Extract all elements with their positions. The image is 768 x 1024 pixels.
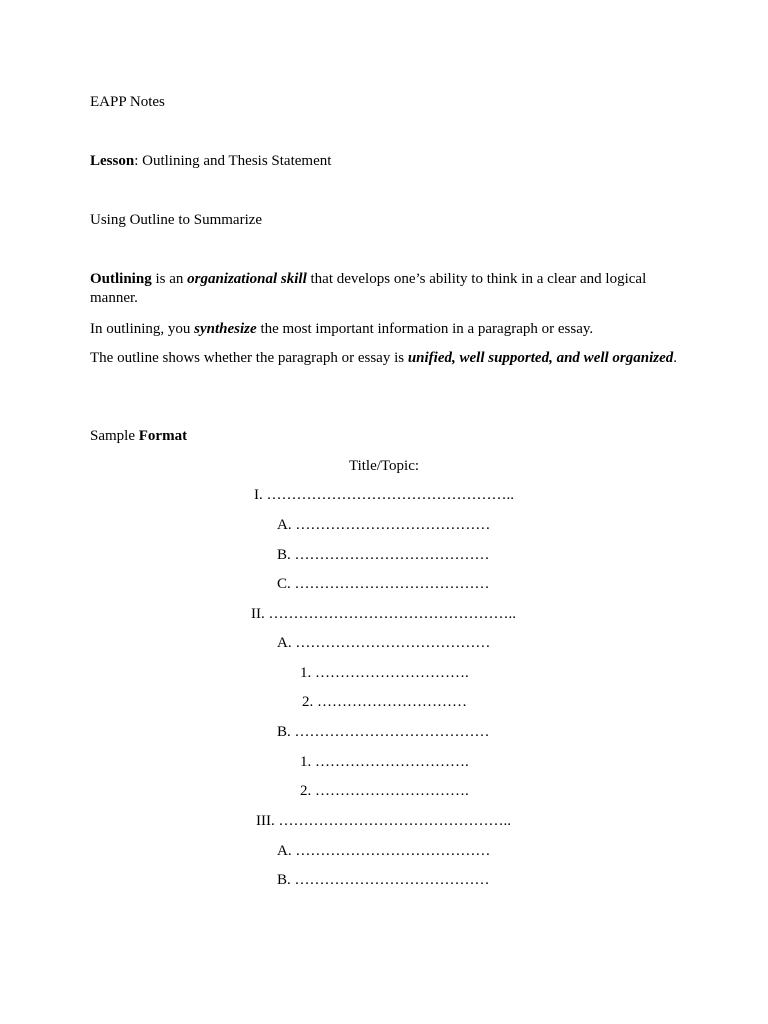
outline-item: 2. ………………………… bbox=[302, 694, 467, 710]
outline-item: III. ……………………………………….. bbox=[256, 813, 511, 829]
outline-item: 1. …………………………. bbox=[300, 665, 469, 681]
lesson-label: Lesson bbox=[90, 153, 135, 169]
outline-item: A. ………………………………… bbox=[277, 635, 491, 651]
outline-item: A. ………………………………… bbox=[277, 843, 491, 859]
p2-text-a: In outlining, you bbox=[90, 321, 195, 337]
p1-term: Outlining bbox=[90, 271, 152, 287]
p1-emphasis: organizational skill bbox=[187, 271, 307, 287]
format-label: Format bbox=[138, 428, 188, 444]
paragraph-3 bbox=[90, 349, 680, 368]
p2-emphasis: synthesize bbox=[194, 321, 257, 337]
section-title bbox=[90, 211, 680, 230]
header-text: EAPP Notes bbox=[90, 94, 165, 110]
p3-emphasis: unified, well supported, and well organized bbox=[407, 350, 674, 366]
outline-item: II. ………………………………………….. bbox=[251, 606, 516, 622]
outline-item: 1. …………………………. bbox=[300, 754, 469, 770]
sample-format-heading bbox=[90, 427, 680, 446]
sample-label: Sample bbox=[90, 428, 139, 444]
outline-item: B. ………………………………… bbox=[277, 724, 490, 740]
p3-text-b: . bbox=[673, 350, 678, 366]
paragraph-2 bbox=[90, 320, 680, 339]
outline-item: C. ………………………………… bbox=[277, 576, 490, 592]
p2-text-b: the most important information in a paragraph or essay. bbox=[256, 321, 594, 337]
p1-text-a: is an bbox=[151, 271, 188, 287]
outline-item: A. ………………………………… bbox=[277, 517, 491, 533]
outline-item: B. ………………………………… bbox=[277, 872, 490, 888]
p3-text-a: The outline shows whether the paragraph or essay is bbox=[90, 350, 408, 366]
document-header bbox=[90, 93, 680, 112]
outline-item: 2. …………………………. bbox=[300, 783, 469, 799]
outline-item: B. ………………………………… bbox=[277, 547, 490, 563]
lesson-line bbox=[90, 152, 680, 171]
p1-text-b: that develops one’s ability to think in a clear and logical manner. bbox=[90, 271, 647, 306]
outline-item: I. ………………………………………….. bbox=[254, 487, 514, 503]
lesson-text: : Outlining and Thesis Statement bbox=[134, 153, 332, 169]
section-title-text: Using Outline to Summarize bbox=[90, 212, 263, 228]
paragraph-1 bbox=[90, 270, 680, 308]
outline-title: Title/Topic: bbox=[348, 458, 420, 474]
